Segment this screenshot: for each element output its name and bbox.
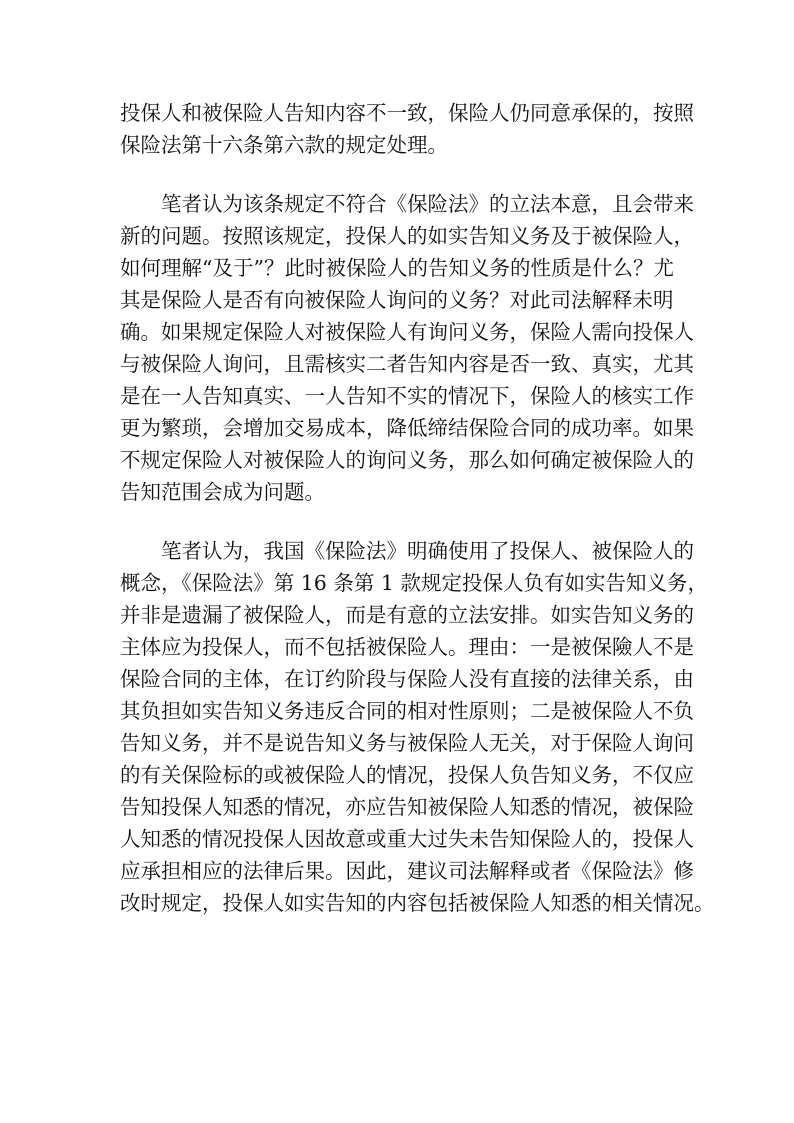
text-line: 如何理解“及于”？此时被保险人的告知义务的性质是什么？尤 (120, 256, 674, 280)
text-line: 保险法第十六条第六款的规定处理。 (120, 133, 448, 157)
text-line: 概念，《保险法》第 16 条第 1 款规定投保人负有如实告知义务， (120, 571, 708, 595)
text-line: 应承担相应的法律后果。因此，建议司法解释或者《保险法》修 (120, 859, 694, 883)
text-line: 确。如果规定保险人对被保险人有询问义务，保险人需向投保人 (120, 320, 694, 344)
text-line: 并非是遗漏了被保险人，而是有意的立法安排。如实告知义务的 (120, 603, 694, 627)
text-line: 其负担如实告知义务违反合同的相对性原则；二是被保险人不负 (120, 699, 694, 723)
document-body (120, 97, 715, 919)
text-line: 保险合同的主体，在订约阶段与保险人没有直接的法律关系，由 (120, 667, 694, 691)
text-line: 笔者认为，我国《保险法》明确使用了投保人、被保险人的 (120, 539, 694, 563)
text-line: 告知投保人知悉的情况，亦应告知被保险人知悉的情况，被保险 (120, 795, 694, 819)
paragraph-3 (120, 535, 715, 919)
paragraph-spacing (120, 508, 680, 535)
text-line: 不规定保险人对被保险人的询问义务，那么如何确定被保险人的 (120, 448, 694, 472)
text-line: 笔者认为该条规定不符合《保险法》的立法本意，且会带来 (120, 192, 694, 216)
text-line: 改时规定，投保人如实告知的内容包括被保险人知悉的相关情况。 (120, 891, 715, 915)
text-line: 投保人和被保险人告知内容不一致，保险人仍同意承保的，按照 (120, 101, 694, 125)
text-line: 更为繁琐，会增加交易成本，降低缔结保险合同的成功率。如果 (120, 416, 694, 440)
text-line: 与被保险人询问，且需核实二者告知内容是否一致、真实，尤其 (120, 352, 694, 376)
text-line: 新的问题。按照该规定，投保人的如实告知义务及于被保险人， (120, 224, 694, 248)
paragraph-spacing (120, 161, 680, 188)
text-line: 人知悉的情况投保人因故意或重大过失未告知保险人的，投保人 (120, 827, 694, 851)
text-line: 其是保险人是否有向被保险人询问的义务？对此司法解释未明 (120, 288, 674, 312)
text-line: 的有关保险标的或被保险人的情况，投保人负告知义务，不仅应 (120, 763, 694, 787)
text-line: 主体应为投保人，而不包括被保险人。理由：一是被保險人不是 (120, 635, 694, 659)
text-line: 告知义务，并不是说告知义务与被保险人无关，对于保险人询问 (120, 731, 694, 755)
paragraph-2 (120, 188, 694, 508)
paragraph-1 (120, 97, 694, 161)
text-line: 是在一人告知真实、一人告知不实的情况下，保险人的核实工作 (120, 384, 694, 408)
text-line: 告知范围会成为问题。 (120, 480, 325, 504)
